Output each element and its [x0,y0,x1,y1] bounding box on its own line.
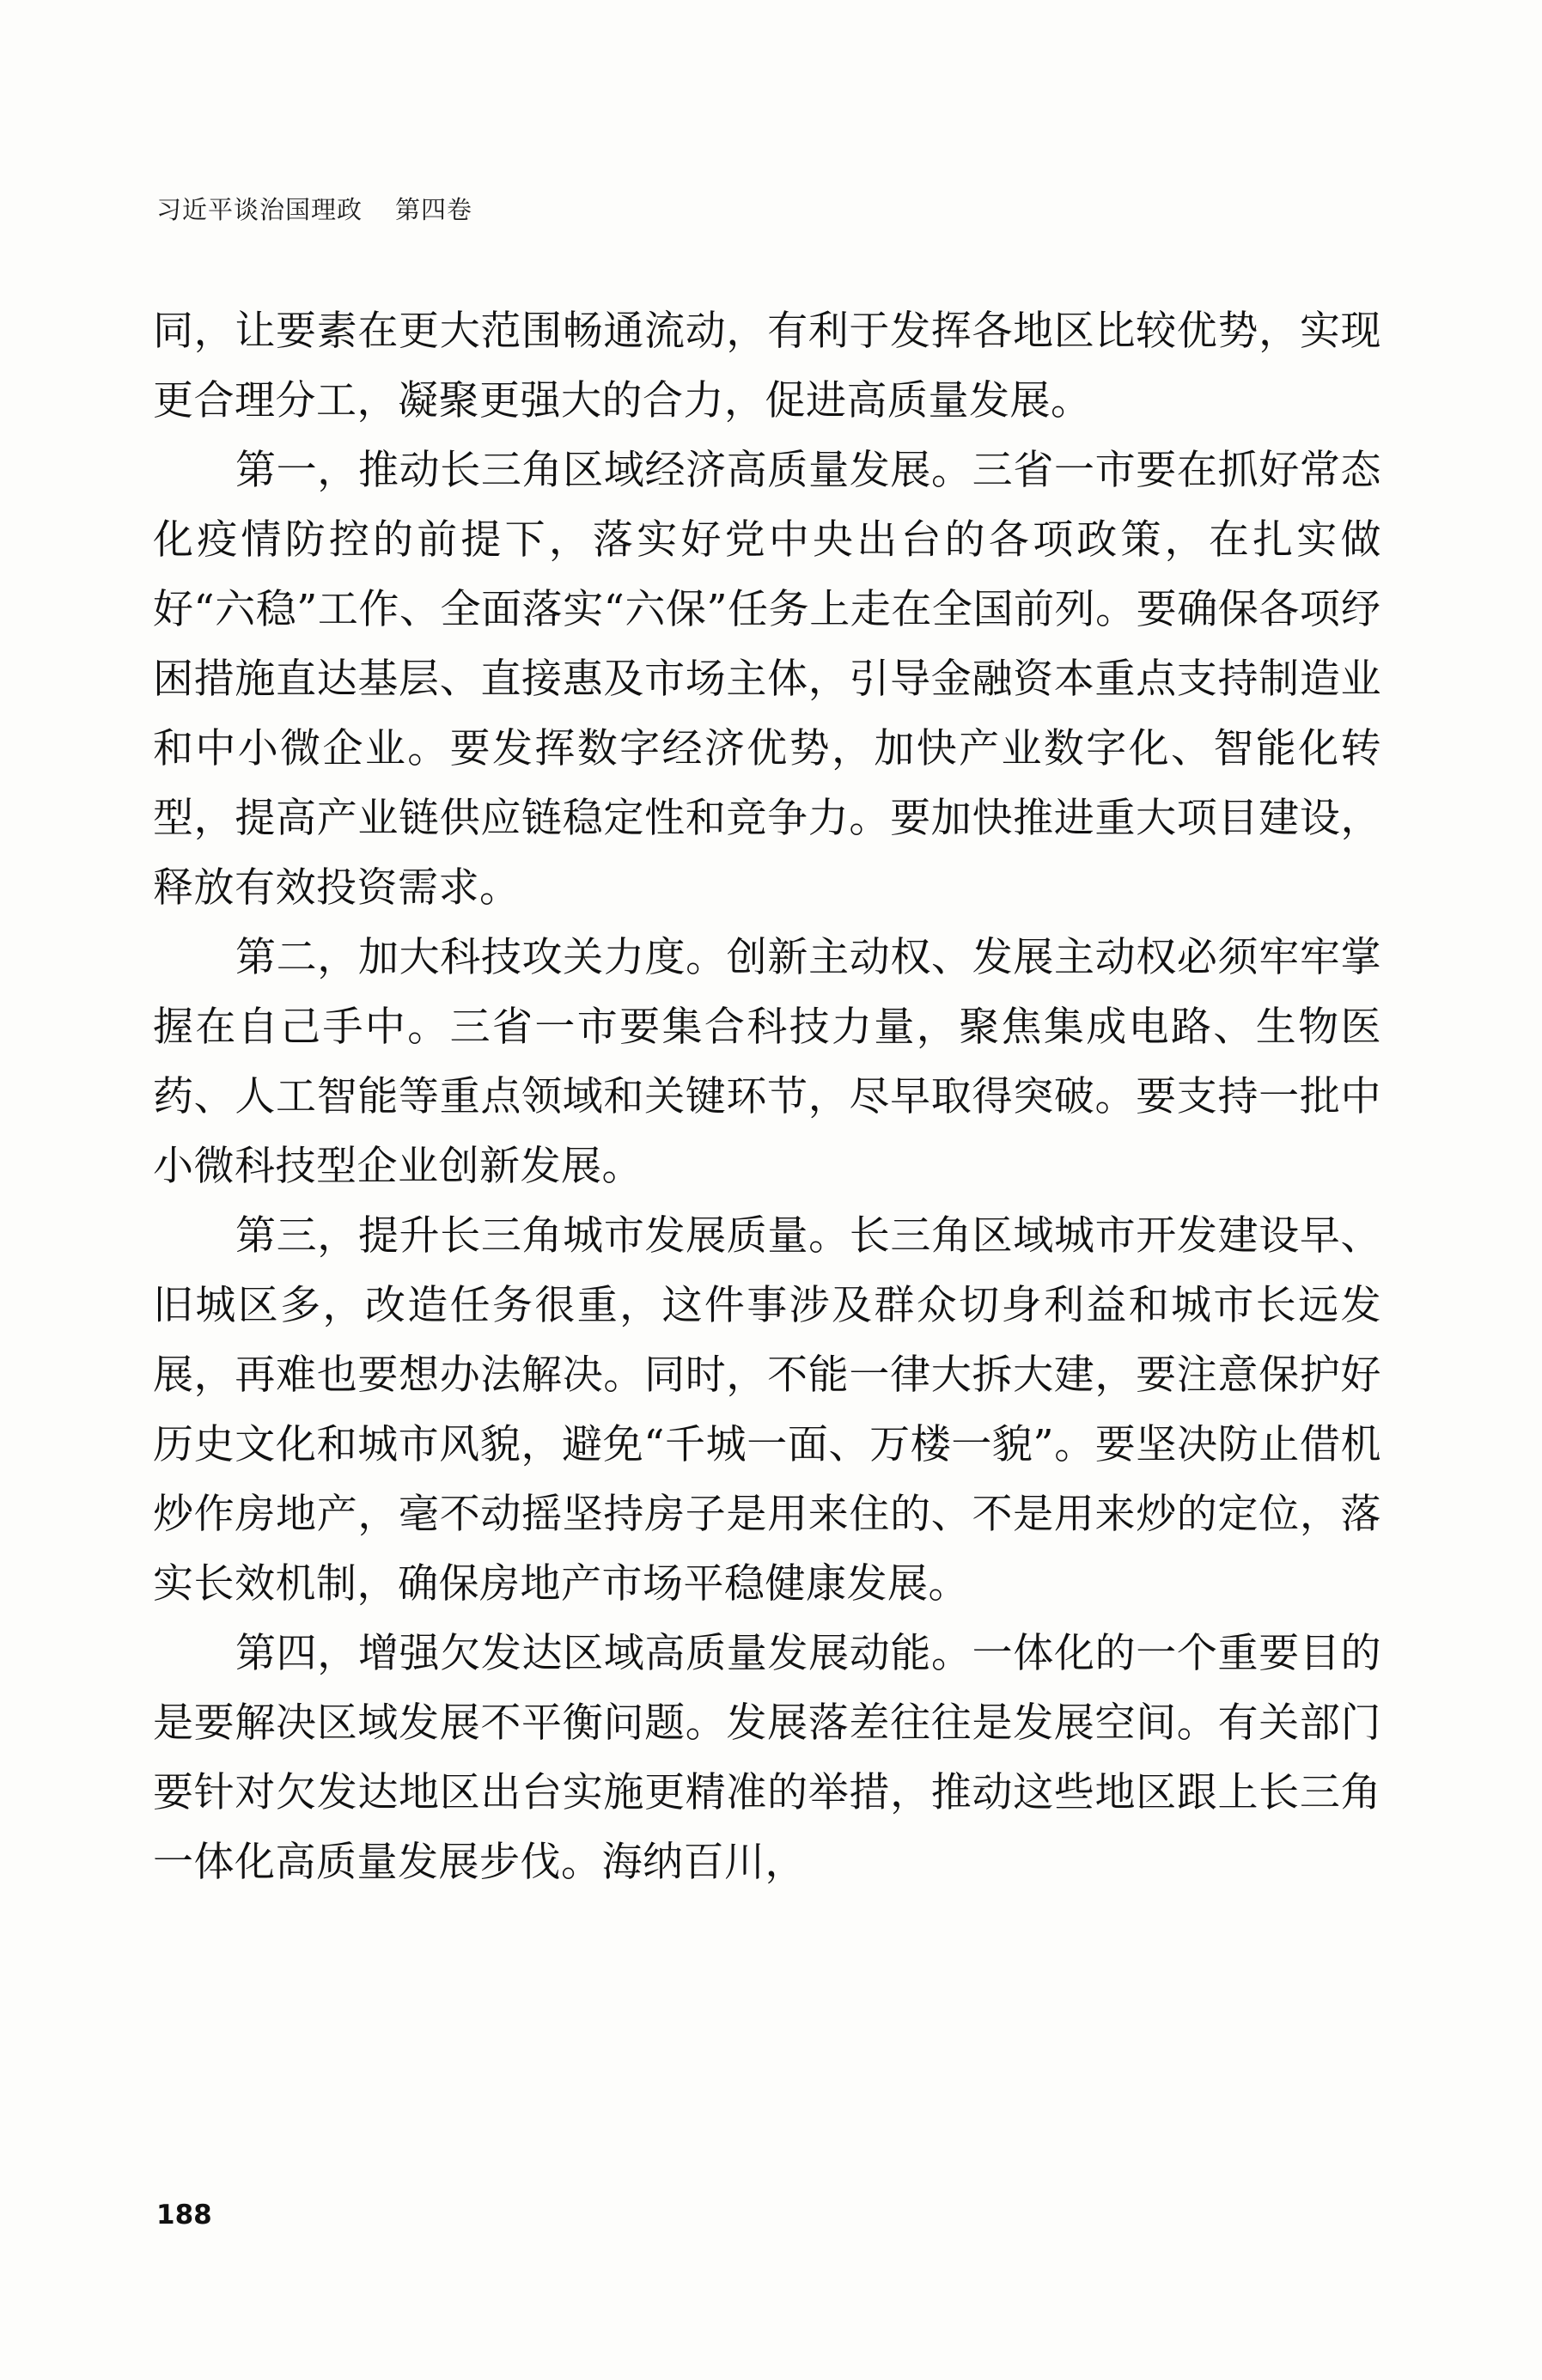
paragraph-point-two: 第二，加大科技攻关力度。创新主动权、发展主动权必须牢牢掌握在自己手中。三省一市要集合科技力量，聚焦集成电路、生物医药、人工智能等重点领域和关键环节，尽早取得突破。要支持一批中小微科技型企业创新发展。 [153,934,1381,1190]
paragraph-point-three: 第三，提升长三角城市发展质量。长三角区域城市开发建设早、旧城区多，改造任务很重，这件事涉及群众切身利益和城市长远发展，再难也要想办法解决。同时，不能一律大拆大建，要注意保护好历史文化和城市风貌，避免“千城一面、万楼一貌”。要坚决防止借机炒作房地产，毫不动摇坚持房子是用来住的、不是用来炒的定位，落实长效机制，确保房地产市场平稳健康发展。 [153,1212,1381,1608]
page-number: 188 [156,2200,212,2230]
body-text-block [153,296,1381,1897]
paragraph-continuation: 同，让要素在更大范围畅通流动，有利于发挥各地区比较优势，实现更合理分工，凝聚更强大的合力，促进高质量发展。 [153,308,1381,424]
running-head-book-title: 习近平谈治国理政 [156,195,363,224]
paragraph-point-one: 第一，推动长三角区域经济高质量发展。三省一市要在抓好常态化疫情防控的前提下，落实好党中央出台的各项政策，在扎实做好“六稳”工作、全面落实“六保”任务上走在全国前列。要确保各项纾困措施直达基层、直接惠及市场主体，引导金融资本重点支持制造业和中小微企业。要发挥数字经济优势，加快产业数字化、智能化转型，提高产业链供应链稳定性和竞争力。要加快推进重大项目建设，释放有效投资需求。 [153,447,1381,912]
paragraph-point-four: 第四，增强欠发达区域高质量发展动能。一体化的一个重要目的是要解决区域发展不平衡问题。发展落差往往是发展空间。有关部门要针对欠发达地区出台实施更精准的举措，推动这些地区跟上长三角一体化高质量发展步伐。海纳百川， [153,1630,1381,1886]
running-head-volume: 第四卷 [395,195,473,224]
running-head [156,191,472,226]
